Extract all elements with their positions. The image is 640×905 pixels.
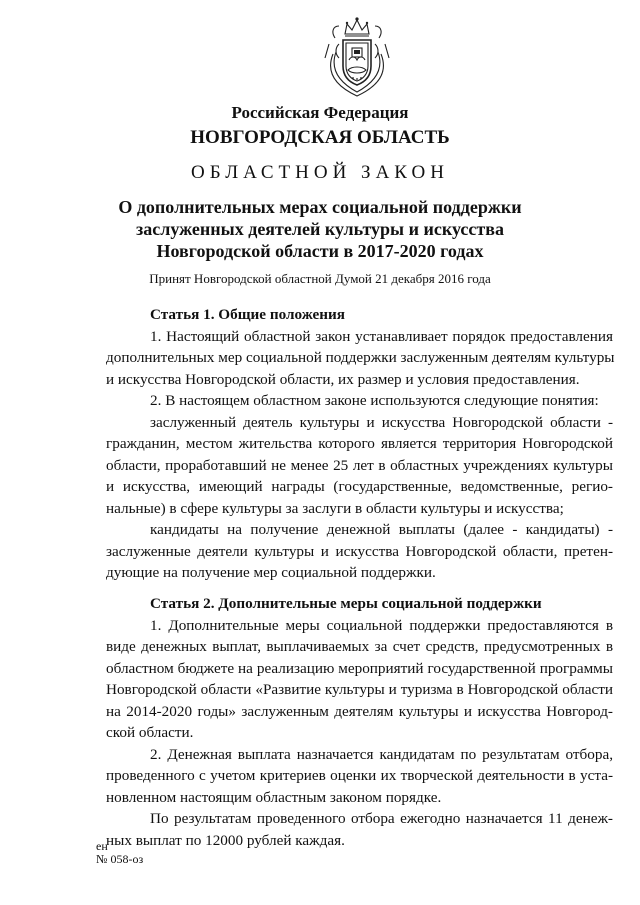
text-line: ных выплат по 12000 рублей каждая. (106, 831, 345, 849)
document-footer (96, 840, 143, 866)
text-line: и искусства, имеющий награды (государственные, ведомственные, регио- (106, 478, 613, 495)
text-line: нальные) в сфере культуры за заслуги в области культуры и искусства; (106, 499, 564, 517)
text-line: заслуженные деятели культуры и искусства Новгородской области, претен- (106, 542, 613, 560)
law-title (0, 196, 640, 262)
text-line: гражданин, местом жительства которого является территория Новгородской (106, 435, 613, 452)
text-line: дующие на получение мер социальной поддержки. (106, 564, 436, 581)
text-line: 1. Дополнительные меры социальной поддержки предоставляются в (150, 616, 613, 634)
law-title-line: Новгородской области в 2017-2020 годах (156, 241, 484, 261)
text-line: По результатам проведенного отбора ежегодно назначается 11 денеж- (150, 810, 613, 827)
text-line: и искусства Новгородской области, их размер и условия предоставления. (106, 370, 580, 388)
law-title-line: заслуженных деятелей культуры и искусства (136, 219, 504, 239)
region-heading: НОВГОРОДСКАЯ ОБЛАСТЬ (190, 127, 450, 148)
text-line: 2. В настоящем областном законе используются следующие понятия: (150, 392, 599, 409)
article-2 (106, 593, 613, 851)
text-line: виде денежных выплат, выплачиваемых за счет средств, предусмотренных в (106, 638, 613, 655)
law-number: № 058-оз (96, 852, 144, 866)
text-line: ской области. (106, 724, 194, 741)
text-line: кандидаты на получение денежной выплаты (далее - кандидаты) - (150, 521, 613, 538)
text-line: проведенного с учетом критериев оценки их творческой деятельности в уста- (106, 767, 613, 784)
executor-initials: ен (96, 839, 108, 853)
article-1 (106, 304, 613, 584)
text-line: областном бюджете на реализацию мероприятий государственной программы (106, 659, 613, 677)
text-line: Новгородской области «Развитие культуры и туризма в Новгородской области (106, 681, 613, 698)
text-line: области, проработавший не менее 25 лет в областных учреждениях культуры (106, 456, 613, 474)
article-2-heading: Статья 2. Дополнительные меры социальной поддержки (150, 595, 542, 612)
text-line: дополнительных мер социальной поддержки заслуженным деятелям культуры (106, 349, 615, 366)
text-line: заслуженный деятель культуры и искусства Новгородской области - (150, 413, 613, 431)
federation-heading: Российская Федерация (231, 103, 409, 122)
text-line: 1. Настоящий областной закон устанавливает порядок предоставления (150, 327, 613, 345)
coat-of-arms-emblem (321, 14, 393, 98)
doc-type-heading: ОБЛАСТНОЙ ЗАКОН (191, 162, 449, 183)
law-title-line: О дополнительных мерах социальной поддержки (118, 197, 522, 217)
text-line: на 2014-2020 годы» заслуженным деятелям культуры и искусства Новгород- (106, 702, 613, 720)
text-line: 2. Денежная выплата назначается кандидатам по результатам отбора, (150, 745, 613, 763)
adoption-note: Принят Новгородской областной Думой 21 декабря 2016 года (149, 271, 491, 286)
article-1-heading: Статья 1. Общие положения (150, 306, 345, 323)
text-line: новленном настоящим областным законом порядке. (106, 788, 442, 806)
